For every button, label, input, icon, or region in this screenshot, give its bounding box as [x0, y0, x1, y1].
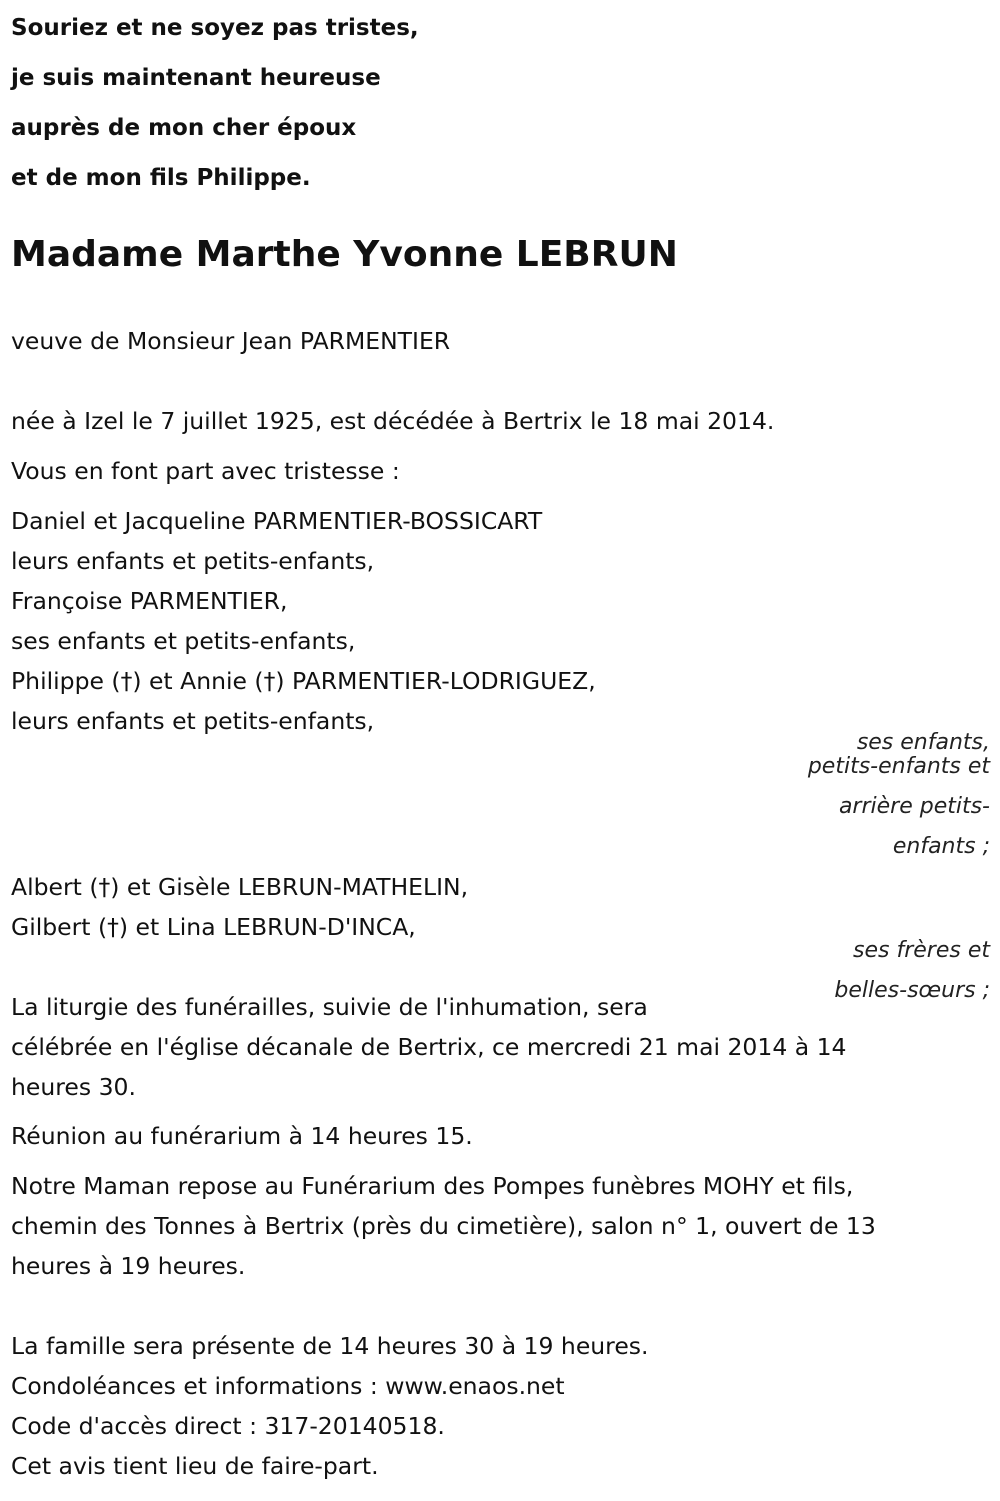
announce-line: Vous en font part avec tristesse : [11, 457, 400, 485]
epigraph-line: je suis maintenant heureuse [11, 65, 381, 91]
text-line: Code d'accès direct : 317-20140518. [11, 1412, 445, 1440]
note-line: ses enfants, [856, 730, 990, 755]
text-line: heures 30. [11, 1073, 136, 1101]
list-item: ses enfants et petits-enfants, [11, 627, 356, 655]
text-line: La famille sera présente de 14 heures 30 à 19 heures. [11, 1332, 649, 1360]
closing-block [11, 1326, 649, 1486]
text-line: La liturgie des funérailles, suivie de l'inhumation, sera [11, 993, 648, 1021]
text-line: célébrée en l'église décanale de Bertrix, ce mercredi 21 mai 2014 à 14 [11, 1033, 847, 1061]
note-line: enfants ; [892, 834, 990, 859]
children-list [11, 501, 596, 741]
text-line: chemin des Tonnes à Bertrix (près du cimetière), salon n° 1, ouvert de 13 [11, 1212, 876, 1240]
deceased-name: Madame Marthe Yvonne LEBRUN [11, 234, 678, 275]
rest-block [11, 1166, 876, 1286]
note-line: belles-sœurs ; [834, 978, 990, 1003]
children-note [808, 731, 990, 859]
birth-death-line: née à Izel le 7 juillet 1925, est décédée à Bertrix le 18 mai 2014. [11, 407, 775, 435]
list-item: Albert (†) et Gisèle LEBRUN-MATHELIN, [11, 873, 469, 901]
meeting-line: Réunion au funérarium à 14 heures 15. [11, 1122, 473, 1150]
text-line: Notre Maman repose au Funérarium des Pompes funèbres MOHY et fils, [11, 1172, 854, 1200]
epigraph-line: auprès de mon cher époux [11, 115, 357, 141]
note-line: petits-enfants et [807, 754, 990, 779]
list-item: Françoise PARMENTIER, [11, 587, 288, 615]
epigraph [11, 3, 419, 203]
liturgy-block [11, 987, 847, 1107]
siblings-note [834, 931, 990, 1011]
epigraph-line: Souriez et ne soyez pas tristes, [11, 15, 419, 41]
siblings-list [11, 867, 468, 947]
list-item: Gilbert (†) et Lina LEBRUN-D'INCA, [11, 913, 416, 941]
list-item: Philippe (†) et Annie (†) PARMENTIER-LODRIGUEZ, [11, 667, 596, 695]
epigraph-line: et de mon fils Philippe. [11, 165, 311, 191]
text-line: Cet avis tient lieu de faire-part. [11, 1452, 379, 1480]
text-line: heures à 19 heures. [11, 1252, 246, 1280]
note-line: arrière petits- [838, 794, 990, 819]
list-item: leurs enfants et petits-enfants, [11, 547, 375, 575]
list-item: leurs enfants et petits-enfants, [11, 707, 375, 735]
list-item: Daniel et Jacqueline PARMENTIER-BOSSICART [11, 507, 543, 535]
note-line: ses frères et [853, 938, 990, 963]
text-line: Condoléances et informations : www.enaos.net [11, 1372, 565, 1400]
widow-line: veuve de Monsieur Jean PARMENTIER [11, 327, 451, 355]
